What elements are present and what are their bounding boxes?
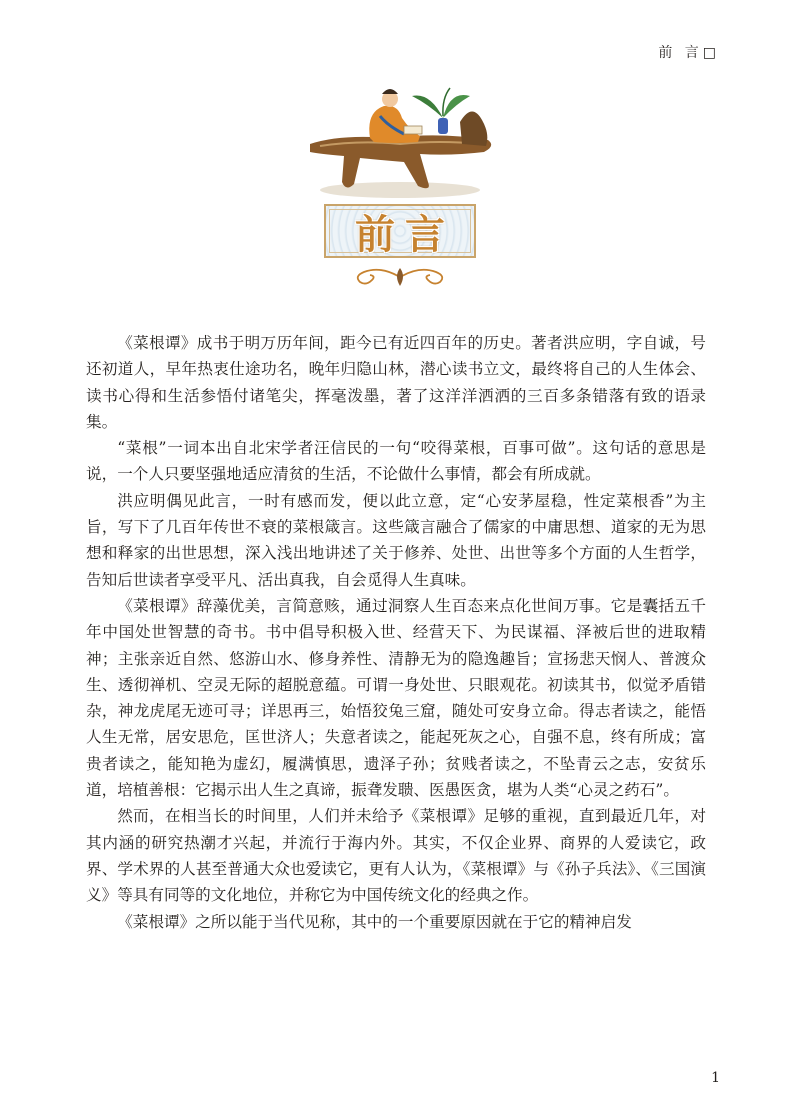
scholar-illustration — [300, 82, 500, 200]
chapter-title: 前言 — [355, 211, 455, 258]
paragraph: 洪应明偶见此言，一时有感而发，便以此立意，定“心安茅屋稳，性定菜根香”为主旨，写下了几百年传世不衰的菜根箴言。这些箴言融合了儒家的中庸思想、道家的无为思想和释家的出世思想，深入浅出地讲述了关于修养、处世、出世等多个方面的人生哲学，告知后世读者享受平凡、活出真我，自会觅得人生真味。 — [86, 491, 706, 589]
preface-body — [86, 330, 706, 935]
ornament-right-scroll — [402, 270, 442, 284]
chapter-title-frame — [324, 204, 476, 258]
paragraph: “菜根”一词本出自北宋学者汪信民的一句“咬得菜根，百事可做”。这句话的意思是说，一个人只要坚强地适应清贫的生活，不论做什么事情，都会有所成就。 — [86, 439, 706, 484]
chapter-title-inner-frame — [329, 209, 471, 258]
running-header: 前 言□ — [658, 45, 720, 61]
paragraph: 《菜根谭》辞藻优美，言简意赅，通过洞察人生百态来点化世间万事。它是囊括五千年中国处世智慧的奇书。书中倡导积极入世、经营天下、为民谋福、泽被后世的进取精神；主张亲近自然、悠游山水、修身养性、清静无为的隐逸趣旨；宣扬悲天悯人、普渡众生、透彻禅机、空灵无际的超脱意蕴。可谓一身处世、只眼观花。初读其书，似觉矛盾错杂，神龙虎尾无迹可寻；详思再三，始悟狡兔三窟，随处可安身立命。得志者读之，能悟人生无常，居安思危，匡世济人；失意者读之，能起死灰之心，自强不息，终有所成；富贵者读之，能知艳为虚幻，履满慎思，遗泽子孙；贫贱者读之，不坠青云之志，安贫乐道，培植善根：它揭示出人生之真谛，振聋发聩、医愚医贪，堪为人类“心灵之药石”。 — [86, 596, 706, 800]
plant-leaf-1 — [412, 95, 443, 118]
scholar-robe — [369, 106, 420, 143]
paragraph: 然而，在相当长的时间里，人们并未给予《菜根谭》足够的重视，直到最近几年，对其内涵的研究热潮才兴起，并流行于海内外。其实，不仅企业界、商界的人爱读它，政界、学术界的人甚至普通大众也爱读它，更有人认为，《菜根谭》与《孙子兵法》、《三国演义》等具有同等的文化地位，并称它为中国传统文化的经典之作。 — [86, 807, 706, 905]
vase — [438, 118, 448, 134]
paragraph: 《菜根谭》之所以能于当代见称，其中的一个重要原因就在于它的精神启发 — [117, 912, 632, 931]
rock — [460, 111, 487, 146]
scholar-hat — [382, 89, 398, 94]
decorative-scroll-ornament — [350, 262, 450, 292]
page-number: 1 — [711, 1070, 720, 1086]
ornament-left-scroll — [358, 270, 398, 284]
paragraph: 《菜根谭》成书于明万历年间，距今已有近四百年的历史。著者洪应明，字自诚，号还初道人，早年热衷仕途功名，晚年归隐山林，潜心读书立文，最终将自己的人生体会、读书心得和生活参悟付诸笔尖，挥毫泼墨，著了这洋洋洒洒的三百多条错落有致的语录集。 — [86, 334, 706, 431]
ornament-center-leaf — [397, 268, 403, 286]
book — [404, 126, 422, 134]
